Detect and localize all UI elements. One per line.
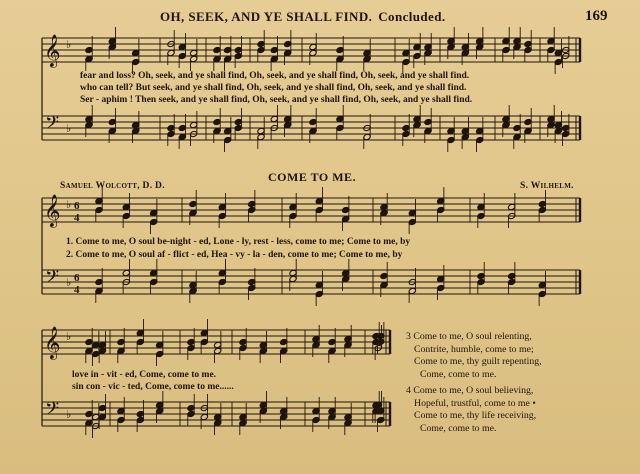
bass-clef-icon: 𝄢	[45, 113, 60, 138]
hymn2-lyric-line-1: 1. Come to me, O soul be-night - ed, Lone - ly, rest - less, come to me; Come to me, by	[66, 237, 411, 247]
treble-clef-icon: 𝄞	[44, 34, 61, 67]
time-signature: 4	[74, 284, 80, 296]
time-signature: 6	[74, 200, 80, 212]
flat-sign-icon: ♭	[66, 122, 72, 135]
time-signature: 4	[74, 212, 80, 224]
hymn1-lyric-line-2: who can tell? But seek, and ye shall find, Oh, seek, and ye shall find, Oh, seek, and ye shall find.	[80, 83, 467, 93]
verse-3	[406, 331, 542, 381]
hymn2-lyric-line-3: love in - vit - ed, Come, come to me.	[72, 370, 217, 380]
page-number: 169	[585, 8, 608, 24]
verse-3-line: Contrite, humble, come to me;	[414, 343, 534, 355]
hymn2-title: COME TO ME.	[268, 170, 357, 184]
hymn2-lyric-line-4: sin con - vic - ted, Come, come to me......	[72, 382, 234, 392]
verse-4	[406, 385, 536, 435]
treble-clef-icon: 𝄞	[44, 326, 61, 359]
bass-clef-icon: 𝄢	[45, 399, 60, 424]
treble-clef-icon: 𝄞	[44, 194, 61, 227]
verse-3-line: 3 Come to me, O soul relenting,	[406, 331, 532, 342]
verse-4-line: Hopeful, trustful, come to me •	[414, 397, 536, 409]
flat-sign-icon: ♭	[66, 38, 72, 51]
title-suffix: Concluded.	[378, 9, 446, 24]
verse-4-line: 4 Come to me, O soul believing,	[406, 385, 534, 396]
hymn1-lyric-line-3: Ser - aphim ! Then seek, and ye shall find, Oh, seek, and ye shall find, Oh, seek, and ye shall find.	[80, 95, 473, 105]
verse-4-line: Come, come to me.	[420, 422, 497, 434]
verse-3-line: Come to me, thy guilt repenting,	[414, 356, 542, 367]
verse-3-line: Come, come to me.	[420, 368, 497, 380]
composer-credit: S. Wilhelm.	[520, 181, 574, 191]
time-signature: 6	[74, 272, 80, 284]
flat-sign-icon: ♭	[66, 408, 72, 421]
flat-sign-icon: ♭	[66, 330, 72, 343]
hymn2-lyric-line-2: 2. Come to me, O soul af - flict - ed, Hea - vy - la - den, come to me; Come to me, by	[66, 250, 403, 260]
title-text: OH, SEEK, AND YE SHALL FIND.	[160, 9, 373, 24]
lyricist-credit: Samuel Wolcott, D. D.	[60, 181, 165, 191]
bass-clef-icon: 𝄢	[45, 267, 60, 292]
flat-sign-icon: ♭	[66, 276, 72, 289]
hymn1-lyric-line-1: fear and loss? Oh, seek, and ye shall find, Oh, seek, and ye shall find, Oh, seek, and ye shall find.	[80, 71, 470, 81]
verse-4-line: Come to me, thy life receiving,	[414, 410, 537, 421]
flat-sign-icon: ♭	[66, 198, 72, 211]
